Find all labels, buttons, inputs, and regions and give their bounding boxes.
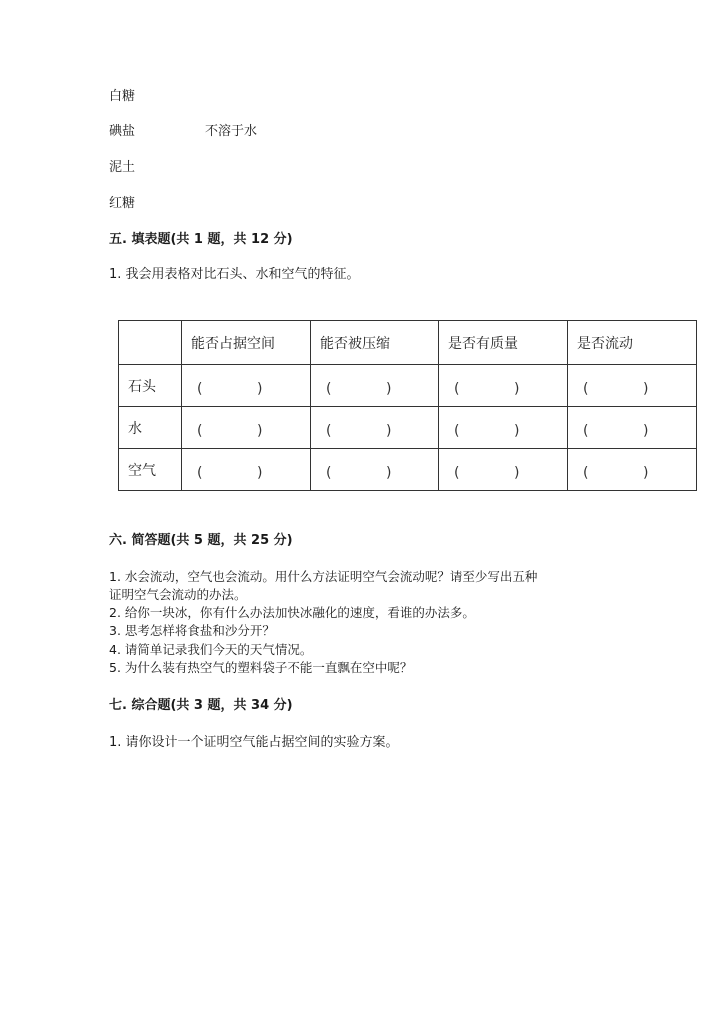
- match-item-1: 白糖: [109, 89, 136, 104]
- section-6-line: 2. 给你一块冰，你有什么办法加快冰融化的速度，看谁的办法多。: [109, 605, 475, 620]
- comparison-table: [118, 320, 697, 491]
- table-header-cell: 能否占据空间: [182, 321, 311, 365]
- answer-blank[interactable]: ( ): [182, 407, 311, 449]
- match-item-3: 泥土: [109, 160, 136, 175]
- section-6-line: 3. 思考怎样将食盐和沙分开？: [109, 623, 275, 638]
- answer-blank[interactable]: ( ): [568, 407, 697, 449]
- table-header-cell: 能否被压缩: [311, 321, 439, 365]
- answer-blank[interactable]: ( ): [311, 365, 439, 407]
- answer-blank[interactable]: ( ): [182, 365, 311, 407]
- answer-blank[interactable]: ( ): [439, 365, 568, 407]
- section-7-heading: 七. 综合题(共 3 题，共 34 分): [109, 698, 293, 713]
- section-6-heading: 六. 简答题(共 5 题，共 25 分): [109, 533, 293, 548]
- table-row: [119, 407, 697, 449]
- match-right-label: 不溶于水: [205, 124, 258, 139]
- match-item-4: 红糖: [109, 196, 136, 211]
- section-6-line: 5. 为什么装有热空气的塑料袋子不能一直飘在空中呢？: [109, 660, 413, 675]
- answer-blank[interactable]: ( ): [568, 449, 697, 491]
- section-6-line: 1. 水会流动，空气也会流动。用什么方法证明空气会流动呢？请至少写出五种: [109, 569, 538, 584]
- answer-blank[interactable]: ( ): [311, 449, 439, 491]
- table-header-row: [119, 321, 697, 365]
- section-7-question: 1. 请你设计一个证明空气能占据空间的实验方案。: [109, 735, 399, 750]
- answer-blank[interactable]: ( ): [568, 365, 697, 407]
- table-header-empty: [119, 321, 182, 365]
- row-label: 空气: [119, 449, 182, 491]
- table-header-cell: 是否流动: [568, 321, 697, 365]
- table-row: [119, 365, 697, 407]
- row-label: 石头: [119, 365, 182, 407]
- section-6-line: 证明空气会流动的办法。: [109, 587, 247, 602]
- table-row: [119, 449, 697, 491]
- section-5-heading: 五. 填表题(共 1 题，共 12 分): [109, 232, 293, 247]
- answer-blank[interactable]: ( ): [311, 407, 439, 449]
- section-5-question: 1. 我会用表格对比石头、水和空气的特征。: [109, 267, 360, 282]
- section-6-line: 4. 请简单记录我们今天的天气情况。: [109, 642, 313, 657]
- answer-blank[interactable]: ( ): [439, 449, 568, 491]
- row-label: 水: [119, 407, 182, 449]
- match-item-2: 碘盐: [109, 124, 136, 139]
- answer-blank[interactable]: ( ): [439, 407, 568, 449]
- answer-blank[interactable]: ( ): [182, 449, 311, 491]
- table-header-cell: 是否有质量: [439, 321, 568, 365]
